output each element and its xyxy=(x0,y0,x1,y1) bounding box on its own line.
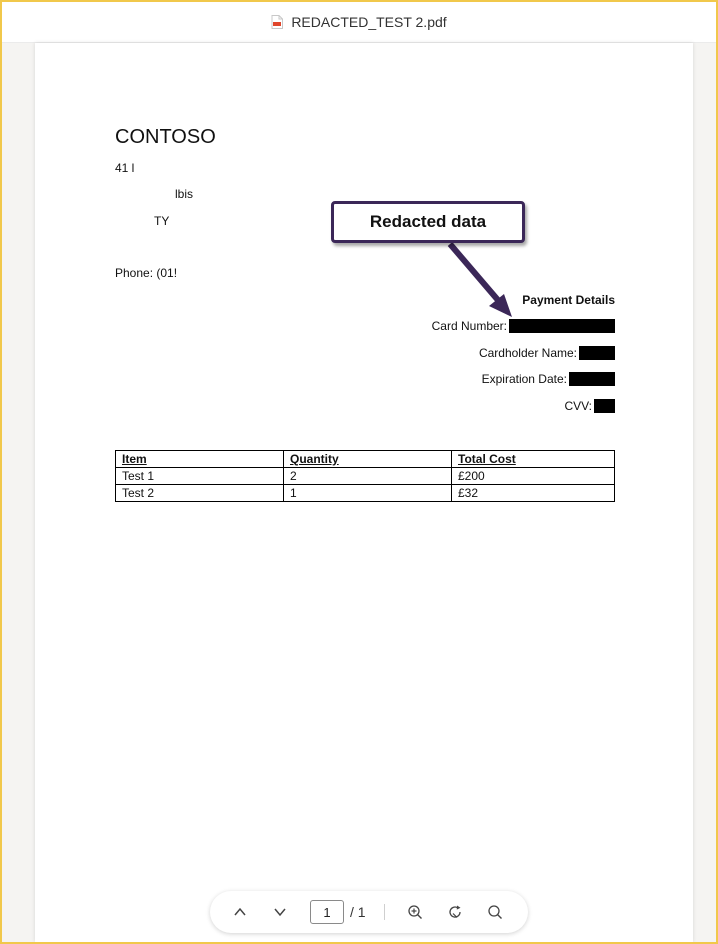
pdf-page xyxy=(35,43,693,942)
title-bar xyxy=(2,2,716,43)
file-title: REDACTED_TEST 2.pdf xyxy=(291,14,447,30)
table-cell: Test 1 xyxy=(116,468,284,485)
column-header-total-cost: Total Cost xyxy=(452,451,615,468)
table-cell: 2 xyxy=(284,468,452,485)
cardholder-name-row xyxy=(432,340,615,367)
table-row xyxy=(116,485,615,502)
next-page-icon xyxy=(273,905,287,919)
expiration-date-label: Expiration Date: xyxy=(481,372,567,387)
zoom-in-icon xyxy=(407,904,423,920)
toolbar-divider xyxy=(384,904,385,920)
cardholder-name-label: Cardholder Name: xyxy=(478,345,577,360)
cvv-redaction xyxy=(594,399,615,413)
expiration-date-redaction xyxy=(569,372,615,386)
address-line-3: TY xyxy=(154,214,170,228)
table-header-row xyxy=(116,451,615,468)
previous-page-button[interactable] xyxy=(228,900,252,924)
payment-details-heading: Payment Details xyxy=(522,293,615,307)
table-cell: £200 xyxy=(452,468,615,485)
cardholder-name-redaction xyxy=(579,346,615,360)
cvv-label: CVV: xyxy=(564,398,592,413)
payment-details xyxy=(432,293,615,419)
previous-page-icon xyxy=(233,905,247,919)
column-header-quantity: Quantity xyxy=(284,451,452,468)
address-line-1: 41 l xyxy=(115,161,135,175)
card-number-redaction xyxy=(509,319,615,333)
page-number-input[interactable] xyxy=(310,900,344,924)
table-row xyxy=(116,468,615,485)
items-table xyxy=(115,450,615,502)
page-navigation-toolbar xyxy=(210,891,528,933)
rotate-button[interactable] xyxy=(443,900,467,924)
rotate-icon xyxy=(447,904,463,920)
table-cell: Test 2 xyxy=(116,485,284,502)
redacted-data-callout xyxy=(331,201,525,243)
search-icon xyxy=(487,904,503,920)
cvv-row xyxy=(432,393,615,420)
column-header-item: Item xyxy=(116,451,284,468)
table-cell: 1 xyxy=(284,485,452,502)
company-name: CONTOSO xyxy=(115,126,216,148)
document-viewer[interactable] xyxy=(2,43,716,942)
zoom-in-button[interactable] xyxy=(403,900,427,924)
table-cell: £32 xyxy=(452,485,615,502)
card-number-label: Card Number: xyxy=(431,319,507,334)
page-total: / 1 xyxy=(350,904,366,920)
callout-label: Redacted data xyxy=(369,212,487,231)
next-page-button[interactable] xyxy=(268,900,292,924)
expiration-date-row xyxy=(432,366,615,393)
pdf-file-icon xyxy=(271,15,283,29)
address-line-2: lbis xyxy=(175,187,194,201)
search-button[interactable] xyxy=(483,900,507,924)
card-number-row xyxy=(432,313,615,340)
phone-number: Phone: (01! xyxy=(115,266,178,280)
